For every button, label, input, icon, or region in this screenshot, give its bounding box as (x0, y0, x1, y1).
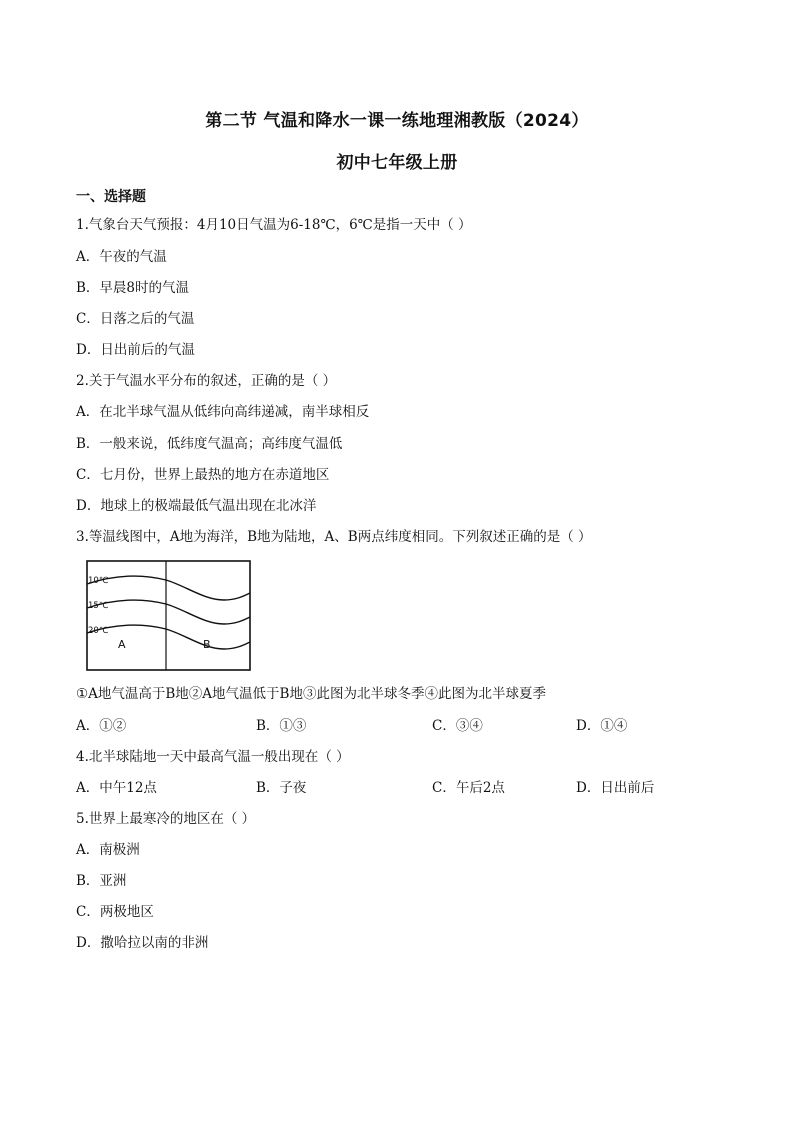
document-subtitle: 初中七年级上册 (336, 153, 458, 173)
question-5-option-a: A．南极洲 (76, 842, 140, 858)
question-3-option-b: B．①③ (256, 718, 307, 734)
question-4-option-c: C．午后2点 (432, 780, 505, 796)
document-title: 第二节 气温和降水一课一练地理湘教版（2024） (205, 111, 589, 131)
question-1-stem: 1.气象台天气预报：4月10日气温为6-18℃，6℃是指一天中（ ） (76, 217, 472, 233)
isotherm-10 (87, 576, 250, 600)
question-4-option-d: D．日出前后 (576, 780, 655, 796)
question-5-option-c: C．两极地区 (76, 904, 154, 920)
question-4-options (76, 778, 716, 798)
question-1-option-c: C．日落之后的气温 (76, 311, 195, 327)
question-2-option-b: B．一般来说，低纬度气温高；高纬度气温低 (76, 436, 343, 452)
question-4-option-a: A．中午12点 (76, 780, 157, 796)
isotherm-label-10: 10℃ (88, 576, 109, 586)
question-3-option-c: C．③④ (432, 718, 483, 734)
question-3-option-a: A．①② (76, 718, 127, 734)
isotherm-15 (87, 600, 250, 624)
question-3-option-d: D．①④ (576, 718, 628, 734)
area-label-b: B (203, 638, 211, 651)
question-4-option-b: B．子夜 (256, 780, 307, 796)
question-3-statements: ①A地气温高于B地②A地气温低于B地③此图为北半球冬季④此图为北半球夏季 (76, 686, 546, 702)
question-2-option-a: A．在北半球气温从低纬向高纬递减，南半球相反 (76, 404, 370, 420)
question-2-option-c: C．七月份，世界上最热的地方在赤道地区 (76, 467, 330, 483)
question-1-option-a: A．午夜的气温 (76, 249, 167, 265)
isotherm-20 (87, 625, 250, 649)
isotherm-label-15: 15℃ (88, 601, 109, 611)
question-2-option-d: D．地球上的极端最低气温出现在北冰洋 (76, 498, 317, 514)
question-5-option-b: B．亚洲 (76, 873, 127, 889)
question-3-stem: 3.等温线图中，A地为海洋，B地为陆地，A、B两点纬度相同。下列叙述正确的是（ ） (76, 529, 592, 545)
question-4-stem: 4.北半球陆地一天中最高气温一般出现在（ ） (76, 749, 350, 765)
question-1-option-d: D．日出前后的气温 (76, 342, 195, 358)
area-label-a: A (118, 638, 126, 651)
isotherm-label-20: 20℃ (88, 626, 109, 636)
isotherm-map-figure (86, 560, 252, 672)
section-heading: 一、选择题 (76, 189, 146, 205)
question-5-stem: 5.世界上最寒冷的地区在（ ） (76, 811, 256, 827)
question-2-stem: 2.关于气温水平分布的叙述，正确的是（ ） (76, 373, 337, 389)
question-1-option-b: B．早晨8时的气温 (76, 280, 190, 296)
question-5-option-d: D．撒哈拉以南的非洲 (76, 935, 209, 951)
question-3-options (76, 716, 716, 736)
